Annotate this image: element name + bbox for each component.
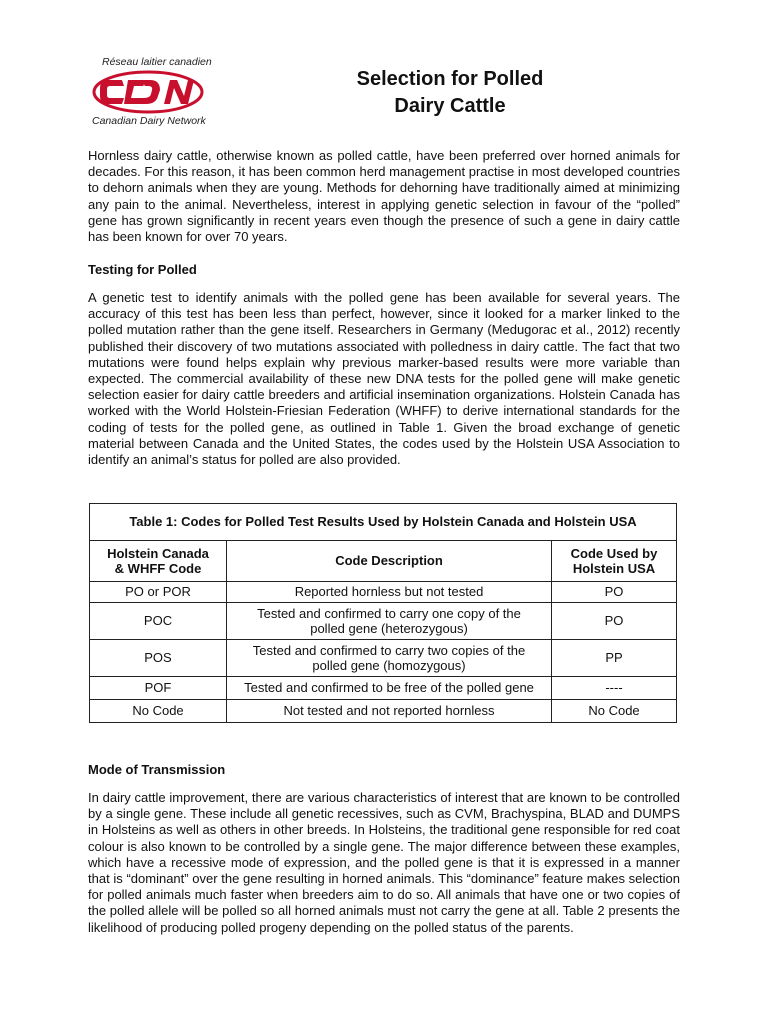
header-usa-line1: Code Used by: [570, 545, 658, 561]
description-line1: Tested and confirmed to carry one copy of the: [257, 605, 521, 621]
cell-usa-code: PO: [552, 582, 677, 603]
cdn-logo-mark: [92, 68, 204, 114]
polled-codes-table: [89, 503, 677, 723]
logo-top-text: Réseau laitier canadien: [102, 56, 212, 68]
cdn-logo: [92, 56, 212, 132]
cell-canada-code: No Code: [90, 700, 227, 723]
transmission-paragraph: In dairy cattle improvement, there are various characteristics of interest that are known to be controlled by a single gene. These include all genetic recessives, such as CVM, Brachyspina, BLAD and DUMPS in Holsteins as well as others in other breeds. In Holsteins, the traditional gene responsible for red coat colour is also known to be controlled by a single gene. The major difference between these examples, which have a recessive mode of expression, and the polled gene is that it is expressed in a manner that is “dominant” over the gene resulting in horned animals. This “dominance” feature makes selection for polled animals much faster when breeders aim to do so. All animals that have one or two copies of the polled allele will be polled so all horned animals must not carry the gene at all. Table 2 presents the likelihood of producing polled progeny depending on the polled status of the parents.: [88, 790, 680, 935]
logo-letter-c: [100, 80, 124, 104]
cell-canada-code: POS: [90, 640, 227, 677]
cell-usa-code: PP: [552, 640, 677, 677]
cell-description: Reported hornless but not tested: [227, 582, 552, 603]
page-title: [300, 66, 600, 120]
title-line-2: Dairy Cattle: [394, 95, 506, 117]
testing-paragraph: A genetic test to identify animals with the polled gene has been available for several years. The accuracy of this test has been less than perfect, however, since it looked for a marker linked to the polled mutation rather than the gene itself. Researchers in Germany (Medugorac et al., 2012) recently published their discovery of two mutations associated with polledness in dairy cattle. The fact that two mutations were found helps explain why previous marker-based results were more variable than expected. The commercial availability of these new DNA tests for the polled gene will make genetic selection easier for dairy cattle breeders and artificial insemination organizations. Holstein Canada has worked with the World Holstein-Friesian Federation (WHFF) to derive international standards for the coding of tests for the polled gene, as outlined in Table 1. Given the broad exchange of genetic material between Canada and the United States, the codes used by the Holstein USA Association to identify an animal’s status for polled are also provided.: [88, 290, 680, 468]
table-caption: Table 1: Codes for Polled Test Results Used by Holstein Canada and Holstein USA: [90, 504, 677, 541]
description-line2: polled gene (homozygous): [312, 658, 466, 673]
table-row: [90, 582, 677, 603]
table-header-usa-code: [552, 541, 677, 582]
table-header-description: Code Description: [227, 541, 552, 582]
table-row: [90, 603, 677, 640]
description-line2: polled gene (heterozygous): [310, 621, 468, 636]
header-canada-line2: & WHFF Code: [114, 561, 202, 576]
cell-usa-code: No Code: [552, 700, 677, 723]
cell-usa-code: ----: [552, 677, 677, 700]
table-row: [90, 640, 677, 677]
header-usa-line2: Holstein USA: [572, 561, 656, 576]
description-line1: Tested and confirmed to carry two copies of the: [252, 642, 526, 658]
cell-description: [227, 640, 552, 677]
cell-description: Tested and confirmed to be free of the polled gene: [227, 677, 552, 700]
intro-paragraph: Hornless dairy cattle, otherwise known as polled cattle, have been preferred over horned animals for decades. For this reason, it has been common herd management practise in most developed countries to dehorn animals when they are young. Methods for dehorning have traditionally aimed at minimizing any pain to the animal. Nevertheless, interest in applying genetic selection in favour of the “polled” gene has grown significantly in recent years even though the presence of such a gene in dairy cattle has been known for over 70 years.: [88, 148, 680, 245]
cell-canada-code: POF: [90, 677, 227, 700]
title-line-1: Selection for Polled: [356, 68, 544, 90]
header-canada-line1: Holstein Canada: [107, 545, 209, 561]
cell-description: [227, 603, 552, 640]
logo-letter-n: [164, 80, 194, 104]
cell-usa-code: PO: [552, 603, 677, 640]
section-heading-testing: Testing for Polled: [88, 262, 197, 277]
cell-canada-code: POC: [90, 603, 227, 640]
logo-bottom-text: Canadian Dairy Network: [92, 115, 206, 127]
table-row: [90, 677, 677, 700]
cell-canada-code: PO or POR: [90, 582, 227, 603]
table-row: [90, 700, 677, 723]
section-heading-transmission: Mode of Transmission: [88, 762, 226, 777]
table-header-canada-code: [90, 541, 227, 582]
cell-description: Not tested and not reported hornless: [227, 700, 552, 723]
